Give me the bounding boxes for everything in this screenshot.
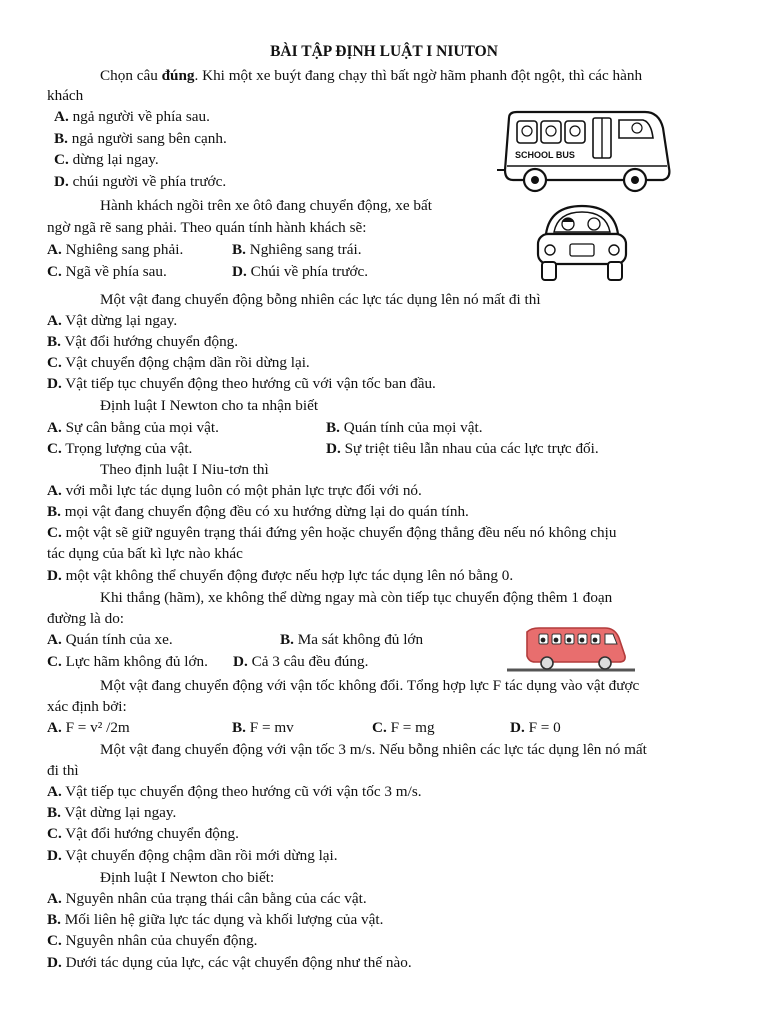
q1-option-a[interactable]: A. ngả người về phía sau. (54, 108, 210, 125)
q8-option-b[interactable]: B. Vật dừng lại ngay. (47, 804, 177, 821)
q1-option-d[interactable]: D. chúi người về phía trước. (54, 173, 227, 190)
q6-stem-cont: đường là do: (47, 610, 125, 627)
q3-option-a[interactable]: A. Vật dừng lại ngay. (47, 312, 178, 329)
q8-option-a[interactable]: A. Vật tiếp tục chuyển động theo hướng cũ với vận tốc 3 m/s. (47, 783, 422, 800)
q6-option-d[interactable]: D. Cả 3 câu đều đúng. (233, 653, 369, 670)
q7-stem: Một vật đang chuyển động với vận tốc không đổi. Tổng hợp lực F tác dụng vào vật được (100, 677, 640, 694)
q9-option-d[interactable]: D. Dưới tác dụng của lực, các vật chuyển động như thế nào. (47, 954, 412, 971)
q9-stem: Định luật I Newton cho biết: (100, 869, 275, 886)
q6-option-c[interactable]: C. Lực hãm không đủ lớn. (47, 653, 208, 670)
q5-stem: Theo định luật I Niu-tơn thì (100, 461, 269, 478)
q3-option-d[interactable]: D. Vật tiếp tục chuyển động theo hướng cũ với vận tốc ban đầu. (47, 375, 436, 392)
q1-stem: Chọn câu đúng. Khi một xe buýt đang chạy thì bất ngờ hãm phanh đột ngột, thì các hành (100, 67, 643, 84)
q8-stem: Một vật đang chuyển động với vận tốc 3 m/s. Nếu bỗng nhiên các lực tác dụng lên nó mất (100, 741, 647, 758)
q5-option-b[interactable]: B. mọi vật đang chuyển động đều có xu hướng dừng lại do quán tính. (47, 503, 469, 520)
q3-option-c[interactable]: C. Vật chuyển động chậm dần rồi dừng lại. (47, 354, 310, 371)
q6-option-b[interactable]: B. Ma sát không đủ lớn (280, 631, 424, 648)
q6-stem: Khi thắng (hãm), xe không thể dừng ngay mà còn tiếp tục chuyển động thêm 1 đoạn (100, 589, 613, 606)
q4-stem: Định luật I Newton cho ta nhận biết (100, 397, 319, 414)
q1-option-c[interactable]: C. dừng lại ngay. (54, 151, 159, 168)
q8-option-d[interactable]: D. Vật chuyển động chậm dần rồi mới dừng lại. (47, 847, 338, 864)
q2-option-b[interactable]: B. Nghiêng sang trái. (232, 241, 362, 258)
q8-option-c[interactable]: C. Vật đổi hướng chuyển động. (47, 825, 239, 842)
q4-option-c[interactable]: C. Trọng lượng của vật. (47, 440, 193, 457)
q7-stem-cont: xác định bởi: (47, 698, 127, 715)
q2-option-c[interactable]: C. Ngã về phía sau. (47, 263, 167, 280)
q3-option-b[interactable]: B. Vật đổi hướng chuyển động. (47, 333, 239, 350)
q7-option-b[interactable]: B. F = mv (232, 719, 294, 736)
q9-option-a[interactable]: A. Nguyên nhân của trạng thái cân bằng của các vật. (47, 890, 367, 907)
q2-stem-cont: ngờ ngã rẽ sang phải. Theo quán tính hành khách sẽ: (47, 219, 367, 236)
q6-option-a[interactable]: A. Quán tính của xe. (47, 631, 173, 648)
q2-option-d[interactable]: D. Chúi về phía trước. (232, 263, 369, 280)
bus-sign-text: SCHOOL BUS (515, 150, 575, 160)
q2-stem: Hành khách ngồi trên xe ôtô đang chuyển động, xe bất (100, 197, 432, 214)
q7-option-c[interactable]: C. F = mg (372, 719, 435, 736)
q7-option-d[interactable]: D. F = 0 (510, 719, 561, 736)
q9-option-b[interactable]: B. Mối liên hệ giữa lực tác dụng và khối lượng của vật. (47, 911, 384, 928)
q3-stem: Một vật đang chuyển động bỗng nhiên các lực tác dụng lên nó mất đi thì (100, 291, 541, 308)
q1-stem-cont: khách (47, 87, 84, 104)
q1-option-b[interactable]: B. ngả người sang bên cạnh. (54, 130, 227, 147)
q4-option-b[interactable]: B. Quán tính của mọi vật. (326, 419, 483, 436)
page-title: BÀI TẬP ĐỊNH LUẬT I NIUTON (270, 43, 498, 60)
q9-option-c[interactable]: C. Nguyên nhân của chuyển động. (47, 932, 258, 949)
car-illustration (532, 200, 632, 288)
q4-option-a[interactable]: A. Sự cân bằng của mọi vật. (47, 419, 219, 436)
school-bus-illustration (495, 108, 675, 200)
red-bus-illustration (505, 624, 637, 674)
q5-option-a[interactable]: A. với mỗi lực tác dụng luôn có một phản lực trực đối với nó. (47, 482, 422, 499)
q5-option-d[interactable]: D. một vật không thể chuyển động được nếu hợp lực tác dụng lên nó bằng 0. (47, 567, 514, 584)
q4-option-d[interactable]: D. Sự triệt tiêu lẫn nhau của các lực trực đối. (326, 440, 599, 457)
q2-option-a[interactable]: A. Nghiêng sang phải. (47, 241, 184, 258)
q8-stem-cont: đi thì (47, 762, 79, 779)
q7-option-a[interactable]: A. F = v² /2m (47, 719, 130, 736)
q5-option-c-cont: tác dụng của bất kì lực nào khác (47, 545, 243, 562)
q5-option-c[interactable]: C. một vật sẽ giữ nguyên trạng thái đứng yên hoặc chuyển động thẳng đều nếu nó không chịu (47, 524, 617, 541)
